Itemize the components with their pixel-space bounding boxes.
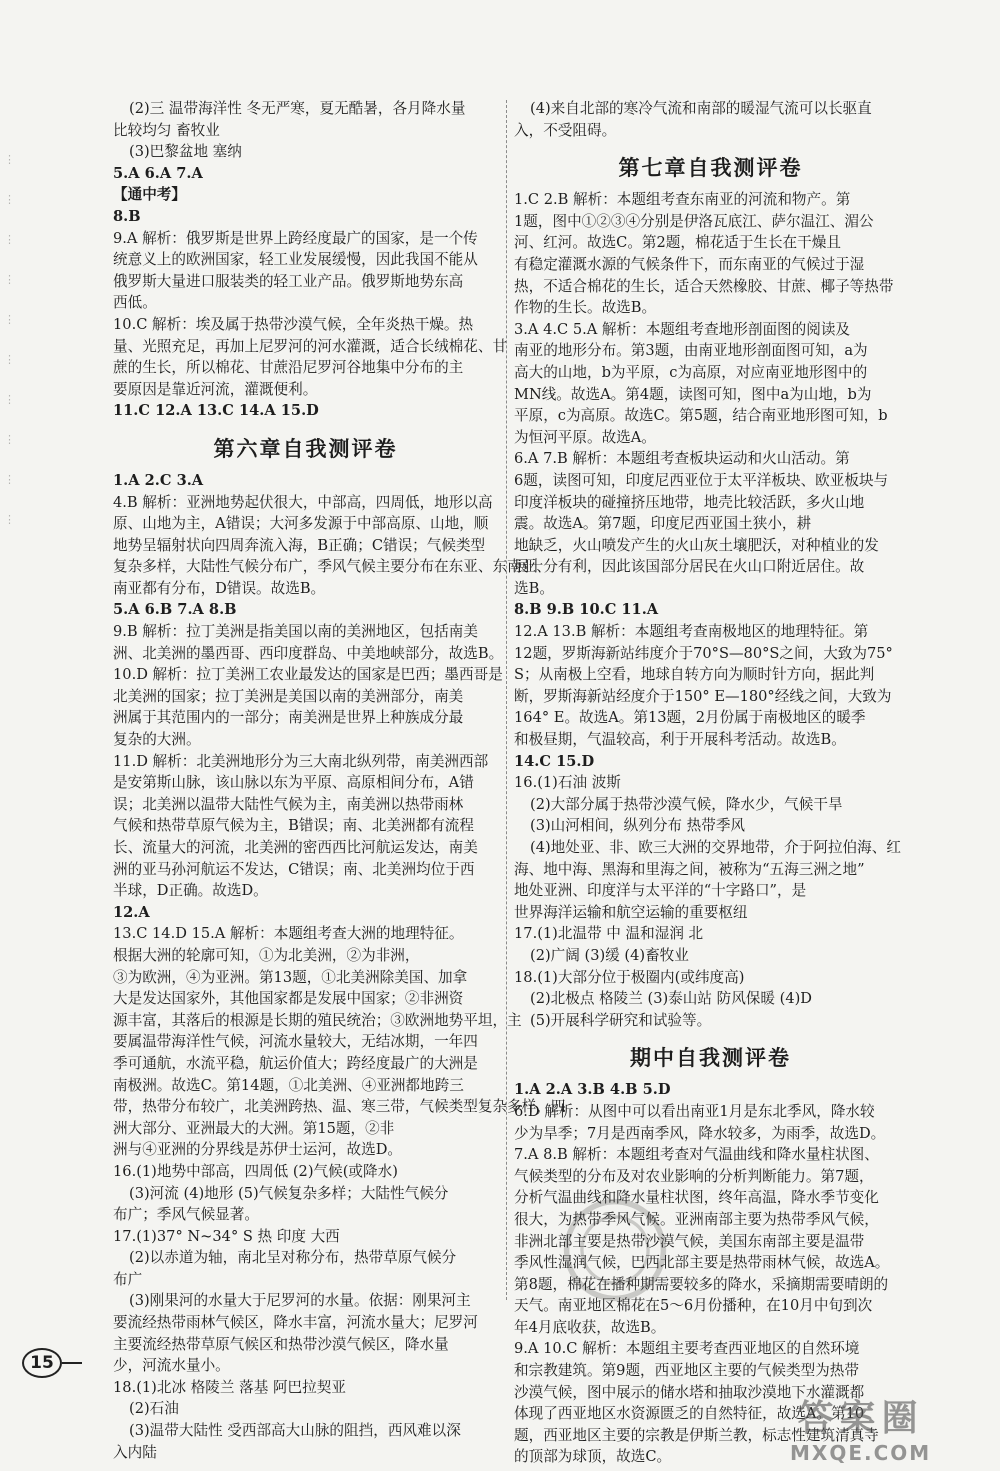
answer-line: 印度洋板块的碰撞挤压地带，地壳比较活跃，多火山地 — [514, 493, 865, 511]
answer-line: 大是发达国家外，其他国家都是发展中国家；②非洲资 — [113, 990, 464, 1008]
answer-line: 5.A 6.B 7.A 8.B — [113, 601, 237, 619]
answer-line: 长、流量大的河流，北美洲的密西西比河航运发达，南美 — [113, 839, 478, 856]
answer-line: (3)山河相间，纵列分布 热带季风 — [530, 817, 746, 835]
answer-line: 年4月底收获，故选B。 — [514, 1318, 666, 1336]
answer-line: 16.(1)地势中部高，四周低 (2)气候(或降水) — [113, 1162, 398, 1180]
answer-line: 带，热带分布较广，北美洲跨热、温、寒三带，气候类型复杂多样，四 — [113, 1098, 566, 1116]
answer-line: 蔗的生长，所以棉花、甘蔗沿尼罗河谷地集中分布的主 — [113, 359, 464, 377]
answer-line: 布广 — [113, 1270, 143, 1288]
answer-line: 8.B 9.B 10.C 11.A — [514, 601, 659, 619]
answer-line: 13.C 14.D 15.A 解析：本题组考查大洲的地理特征。 — [113, 925, 464, 943]
answer-line: 9.B 解析：拉丁美洲是指美国以南的美洲地区，包括南美 — [113, 623, 478, 641]
answer-line: 源丰富，其落后的根源是长期的殖民统治；③欧洲地势平坦，主 — [113, 1011, 522, 1029]
answer-line: (2)大部分属于热带沙漠气候，降水少，气候干旱 — [530, 795, 843, 813]
answer-line: 10.C 解析：埃及属于热带沙漠气候，全年炎热干燥。热 — [113, 315, 474, 333]
answer-line: 很大，为热带季风气候。亚洲南部主要为热带季风气候， — [514, 1210, 879, 1228]
answer-line: 1.A 2.C 3.A — [113, 471, 204, 489]
answer-line: 的顶部为球顶，故选C。 — [514, 1448, 672, 1466]
answer-line: 地势呈辐射状向四周奔流入海，B正确；C错误；气候类型 — [113, 536, 486, 554]
answer-line: 布广；季风气候显著。 — [113, 1206, 259, 1224]
answer-line: 入，不受阻碍。 — [514, 121, 617, 139]
answer-line: 3.A 4.C 5.A 解析：本题组考查地形剖面图的阅读及 — [514, 320, 851, 338]
answer-line: 第8题，棉花在播种期需要较多的降水，采摘期需要晴朗的 — [514, 1275, 889, 1293]
answer-line: 气候类型的分布及对农业影响的分析判断能力。第7题， — [514, 1167, 874, 1185]
answer-line: 入内陆 — [113, 1443, 157, 1461]
answer-line: 统意义上的欧洲国家，轻工业发展缓慢，因此我国不能从 — [113, 251, 478, 269]
answer-line: 6.D 解析：从图中可以看出南亚1月是东北季风，降水较 — [514, 1102, 875, 1120]
site-logo — [790, 1390, 931, 1465]
answer-line: 季风性湿润气候，巴西北部主要是热带雨林气候，故选A。 — [514, 1254, 890, 1272]
answer-line: 热，不适合棉花的生长，适合天然橡胶、甘蔗、椰子等热带 — [514, 277, 894, 295]
answer-line: 洲的亚马孙河航运不发达，C错误；南、北美洲均位于西 — [113, 860, 475, 878]
answer-line: 11.C 12.A 13.C 14.A 15.D — [113, 402, 319, 420]
column-divider — [506, 100, 507, 1300]
answer-line: 1.C 2.B 解析：本题组考查东南亚的河流和物产。第 — [514, 191, 851, 209]
answer-line: 洲属于其范围内的一部分；南美洲是世界上种族成分最 — [113, 709, 464, 727]
answer-line: (2)北极点 格陵兰 (3)泰山站 防风保暖 (4)D — [530, 990, 812, 1008]
answer-line: 震。故选A。第7题，印度尼西亚国土狭小，耕 — [514, 515, 812, 533]
answer-line: 高大的山地，b为平原，c为高原，对应南亚地形图中的 — [514, 363, 868, 381]
answer-line: 6.A 7.B 解析：本题组考查板块运动和火山活动。第 — [514, 450, 850, 468]
answer-line: 海、地中海、黑海和里海之间，被称为“五海三洲之地” — [514, 860, 865, 878]
answer-line: 4.B 解析：亚洲地势起伏很大，中部高，四周低，地形以高 — [113, 493, 493, 511]
answer-line: 河、红河。故选C。第2题，棉花适于生长在干燥且 — [514, 234, 841, 252]
section-title: 第六章自我测评卷 — [213, 436, 398, 461]
answer-line: 少，河流水量小。 — [113, 1357, 230, 1375]
answer-line: 要流经热带雨林气候区，降水丰富，河流水量大；尼罗河 — [113, 1314, 478, 1332]
answer-line: 12题，罗斯海新站纬度介于70°S—80°S之间，大致为75° — [514, 644, 893, 662]
section-title: 期中自我测评卷 — [630, 1046, 791, 1071]
answer-line: (3)温带大陆性 受西部高大山脉的阻挡，西风难以深 — [129, 1422, 461, 1440]
answer-line: S；从南极上空看，地球自转方向为顺时针方向，据此判 — [514, 666, 875, 684]
logo-url: MXQE.COM — [790, 1441, 932, 1465]
binding-edge-marks: ⋮ ⋮ ⋮ ⋮ ⋮ ⋮ ⋮ ⋮ ⋮ ⋮ — [4, 153, 15, 526]
answer-line: 14.C 15.D — [514, 752, 595, 770]
answer-line: (4)地处亚、非、欧三大洲的交界地带，介于阿拉伯海、红 — [530, 839, 901, 856]
answer-line: 洲与④亚洲的分界线是苏伊士运河，故选D。 — [113, 1141, 402, 1159]
answer-line: (3)刚果河的水量大于尼罗河的水量。依据：刚果河主 — [129, 1292, 471, 1310]
answer-line: 根据大洲的轮廓可知，①为北美洲，②为非洲， — [113, 946, 420, 964]
answer-line: 有稳定灌溉水源的气候条件下，而东南亚的气候过于湿 — [514, 255, 865, 273]
answer-line: 南亚的地形分布。第3题，由南亚地形剖面图可知，a为 — [514, 342, 868, 360]
answer-line: 为恒河平原。故选A。 — [514, 428, 656, 446]
answer-line: 分析气温曲线和降水量柱状图，终年高温，降水季节变化 — [514, 1189, 879, 1207]
answer-line: 1题，图中①②③④分别是伊洛瓦底江、萨尔温江、湄公 — [514, 212, 874, 230]
answer-line: ③为欧洲，④为亚洲。第13题，①北美洲除美国、加拿 — [113, 968, 468, 986]
page-number-rule — [62, 1362, 82, 1364]
logo-text: 答案圈 — [797, 1398, 924, 1439]
answer-line: 选B。 — [514, 579, 554, 597]
answer-line: 12.A — [113, 903, 150, 921]
answer-line: 是安第斯山脉，该山脉以东为平原、高原相间分布，A错 — [113, 774, 474, 792]
answer-line: 7.A 8.B 解析：本题组考查对气温曲线和降水量柱状图、 — [514, 1146, 879, 1164]
answer-line: 南亚都有分布，D错误。故选B。 — [113, 579, 326, 597]
answer-line: 展十分有利，因此该国部分居民在火山口附近居住。故 — [514, 558, 865, 576]
section-title: 第七章自我测评卷 — [618, 156, 803, 181]
answer-line: 8.B — [113, 207, 141, 225]
answer-line: 沙漠气候，图中展示的储水塔和抽取沙漠地下水灌溉都 — [514, 1383, 865, 1401]
answer-line: 断，罗斯海新站经度介于150° E—180°经线之间，大致为 — [514, 687, 892, 705]
answer-line: 1.A 2.A 3.B 4.B 5.D — [514, 1081, 671, 1099]
answer-line: 洲、北美洲的墨西哥、西印度群岛、中美地峡部分，故选B。 — [113, 644, 504, 662]
answer-line: 11.D 解析：北美洲地形分为三大南北纵列带，南美洲西部 — [113, 752, 489, 770]
answer-line: 复杂多样，大陆性气候分布广，季风气候主要分布在东亚、东南亚、 — [113, 558, 551, 576]
answer-line: 西低。 — [113, 294, 157, 312]
answer-line: (5)开展科学研究和试验等。 — [530, 1011, 712, 1029]
answer-line: 南极洲。故选C。第14题，①北美洲、④亚洲都地跨三 — [113, 1076, 464, 1094]
answer-line: 【通中考】 — [113, 186, 186, 204]
answer-line: 和宗教建筑。第9题，西亚地区主要的气候类型为热带 — [514, 1362, 859, 1380]
answer-line: 18.(1)北冰 格陵兰 落基 阿巴拉契亚 — [113, 1378, 346, 1396]
answer-line: 气候和热带草原气候为主，B错误；南、北美洲都有流程 — [113, 817, 474, 835]
answer-line: 9.A 解析：俄罗斯是世界上跨经度最广的国家，是一个传 — [113, 229, 478, 247]
answer-line: 主要流经热带草原气候区和热带沙漠气候区，降水量 — [113, 1335, 449, 1353]
answer-line: 地处亚洲、印度洋与太平洋的“十字路口”，是 — [514, 882, 807, 900]
answer-line: 164° E。故选A。第13题，2月份属于南极地区的暖季 — [514, 709, 866, 727]
answer-line: 天气。南亚地区棉花在5～6月份播种，在10月中旬到次 — [514, 1297, 873, 1315]
answer-line: 题，西亚地区主要的宗教是伊斯兰教，标志性建筑清真寺 — [514, 1426, 879, 1444]
answer-line: 比较均匀 畜牧业 — [113, 121, 220, 139]
answer-line: (4)来自北部的寒冷气流和南部的暖湿气流可以长驱直 — [530, 100, 872, 117]
answer-line: (2)广阔 (3)缓 (4)畜牧业 — [530, 946, 689, 964]
answer-line: 平原，c为高原。故选C。第5题，结合南亚地形图可知，b — [514, 407, 888, 425]
answer-line: 17.(1)37° N~34° S 热 印度 大西 — [113, 1227, 340, 1245]
answer-line: 半球，D正确。故选D。 — [113, 882, 268, 900]
answer-line: 北美洲的国家；拉丁美洲是美国以南的美洲部分，南美 — [113, 687, 464, 705]
answer-line: 非洲北部主要是热带沙漠气候，美国东南部主要是温带 — [514, 1232, 865, 1250]
answer-line: 10.D 解析：拉丁美洲工农业最发达的国家是巴西；墨西哥是 — [113, 666, 503, 684]
answer-line: 量、光照充足，再加上尼罗河的河水灌溉，适合长绒棉花、甘 — [113, 337, 508, 355]
answer-line: 洲大部分、亚洲最大的大洲。第15题，②非 — [113, 1119, 395, 1137]
answer-line: 世界海洋运输和航空运输的重要枢纽 — [514, 903, 748, 921]
answer-line: 12.A 13.B 解析：本题组考查南极地区的地理特征。第 — [514, 623, 869, 641]
answer-line: 17.(1)北温带 中 温和湿润 北 — [514, 925, 704, 943]
answer-line: 复杂的大洲。 — [113, 731, 201, 749]
answer-line: (2)石油 — [129, 1400, 179, 1418]
answer-line: 要原因是靠近河流，灌溉便利。 — [113, 380, 318, 398]
answer-line: 体现了西亚地区水资源匮乏的自然特征，故选A。第10 — [514, 1405, 865, 1423]
answer-line: 9.A 10.C 解析：本题组主要考查西亚地区的自然环境 — [514, 1340, 860, 1358]
answer-line: 地缺乏，火山喷发产生的火山灰土壤肥沃，对种植业的发 — [514, 536, 879, 554]
answer-line: 18.(1)大部分位于极圈内(或纬度高) — [514, 968, 745, 986]
answer-line: 俄罗斯大量进口服装类的轻工业产品。俄罗斯地势东高 — [113, 272, 464, 290]
answer-line: 原、山地为主，A错误；大河多发源于中部高原、山地，顺 — [113, 515, 489, 533]
answer-line: 16.(1)石油 波斯 — [514, 774, 621, 792]
answer-line: MN线。故选A。第4题，读图可知，图中a为山地，b为 — [514, 385, 872, 403]
answer-line: 少为旱季；7月是西南季风，降水较多，为雨季，故选D。 — [514, 1124, 886, 1142]
page-number: 15 — [22, 1348, 62, 1378]
answer-line: 6题，读图可知，印度尼西亚位于太平洋板块、欧亚板块与 — [514, 471, 889, 489]
answer-line: (2)以赤道为轴，南北呈对称分布，热带草原气候分 — [129, 1249, 457, 1267]
answer-line: (3)巴黎盆地 塞纳 — [129, 143, 242, 161]
answer-line: 误；北美洲以温带大陆性气候为主，南美洲以热带雨林 — [113, 795, 464, 813]
answer-line: (3)河流 (4)地形 (5)气候复杂多样；大陆性气候分 — [129, 1184, 449, 1202]
answer-line: 要属温带海洋性气候，河流水量较大，无结冰期，一年四 — [113, 1033, 478, 1051]
answer-line: (2)三 温带海洋性 冬无严寒，夏无酷暑，各月降水量 — [129, 100, 466, 117]
answer-line: 作物的生长。故选B。 — [514, 299, 657, 317]
answer-line: 季可通航，水流平稳，航运价值大；跨经度最广的大洲是 — [113, 1054, 478, 1072]
answer-line: 和极昼期，气温较高，利于开展科考活动。故选B。 — [514, 731, 846, 749]
answer-line: 5.A 6.A 7.A — [113, 164, 203, 182]
